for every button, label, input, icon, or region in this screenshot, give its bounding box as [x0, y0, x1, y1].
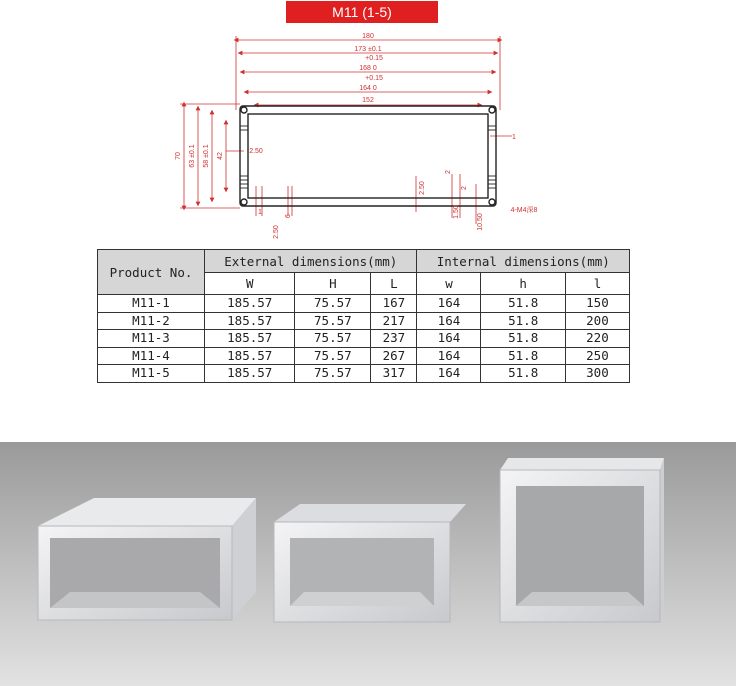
dim-152: 152	[362, 97, 374, 104]
col-h: h	[481, 273, 565, 295]
cell-H: 75.57	[295, 347, 371, 365]
col-L: L	[371, 273, 417, 295]
page-title: M11 (1-5)	[286, 1, 438, 23]
cell-h: 51.8	[481, 295, 565, 313]
external-dimensions-header: External dimensions(mm)	[205, 250, 417, 273]
cell-w: 164	[417, 312, 481, 330]
callout-2-50-mid: 2.50	[419, 181, 426, 195]
callout-2-b: 2	[461, 186, 468, 190]
cell-H: 75.57	[295, 312, 371, 330]
callout-2-a: 2	[445, 170, 452, 174]
col-W: W	[205, 273, 295, 295]
cell-W: 185.57	[205, 347, 295, 365]
cell-product: M11-3	[98, 330, 205, 348]
dim-168: 168 0	[359, 65, 377, 72]
cell-h: 51.8	[481, 330, 565, 348]
cell-l: 300	[565, 365, 629, 383]
callout-6-bottom: 6	[285, 214, 292, 218]
dim-164-tol: +0.15	[365, 75, 383, 82]
col-l: l	[565, 273, 629, 295]
enclosure-flanged	[274, 504, 466, 622]
cell-l: 250	[565, 347, 629, 365]
callout-2-50-bottom: 2.50	[273, 225, 280, 239]
table-row	[98, 365, 630, 383]
callout-10-50: 10.50	[477, 213, 484, 231]
callout-1-50: 1.50	[453, 205, 460, 219]
product-photo	[0, 442, 736, 686]
dim-58: 58 ±0.1	[203, 144, 210, 168]
dim-180: 180	[362, 33, 374, 40]
profile-drawing	[160, 26, 560, 248]
enclosure-tall	[500, 458, 664, 622]
cell-l: 150	[565, 295, 629, 313]
cell-product: M11-1	[98, 295, 205, 313]
col-w: w	[417, 273, 481, 295]
cell-W: 185.57	[205, 330, 295, 348]
table-row	[98, 312, 630, 330]
internal-dimensions-header: Internal dimensions(mm)	[417, 250, 630, 273]
cell-L: 237	[371, 330, 417, 348]
cell-product: M11-4	[98, 347, 205, 365]
cell-product: M11-2	[98, 312, 205, 330]
dim-173: 173 ±0.1	[354, 46, 382, 53]
cell-h: 51.8	[481, 312, 565, 330]
cell-L: 317	[371, 365, 417, 383]
cell-H: 75.57	[295, 330, 371, 348]
col-H: H	[295, 273, 371, 295]
enclosure-wide	[38, 498, 256, 620]
cell-H: 75.57	[295, 365, 371, 383]
cell-w: 164	[417, 330, 481, 348]
table-row	[98, 347, 630, 365]
table-row	[98, 330, 630, 348]
dim-164: 164 0	[359, 85, 377, 92]
cell-w: 164	[417, 347, 481, 365]
dimensions-table	[97, 249, 630, 383]
cell-L: 267	[371, 347, 417, 365]
callout-2-50-left: 2.50	[249, 148, 263, 155]
table-row	[98, 295, 630, 313]
cell-L: 217	[371, 312, 417, 330]
cell-h: 51.8	[481, 365, 565, 383]
cell-l: 220	[565, 330, 629, 348]
cell-l: 200	[565, 312, 629, 330]
cell-product: M11-5	[98, 365, 205, 383]
cell-w: 164	[417, 365, 481, 383]
dim-42: 42	[217, 152, 224, 160]
cell-h: 51.8	[481, 347, 565, 365]
cell-W: 185.57	[205, 295, 295, 313]
cell-H: 75.57	[295, 295, 371, 313]
cell-L: 167	[371, 295, 417, 313]
dim-63: 63 ±0.1	[189, 144, 196, 168]
callout-1-bottom: 1	[258, 209, 262, 216]
callout-thread: 4-M4深8	[510, 207, 538, 214]
cell-w: 164	[417, 295, 481, 313]
callout-1-right: 1	[512, 134, 516, 141]
dim-70: 70	[175, 152, 182, 160]
dim-168-tol: +0.15	[365, 55, 383, 62]
product-no-header: Product No.	[98, 250, 205, 295]
cell-W: 185.57	[205, 365, 295, 383]
cell-W: 185.57	[205, 312, 295, 330]
